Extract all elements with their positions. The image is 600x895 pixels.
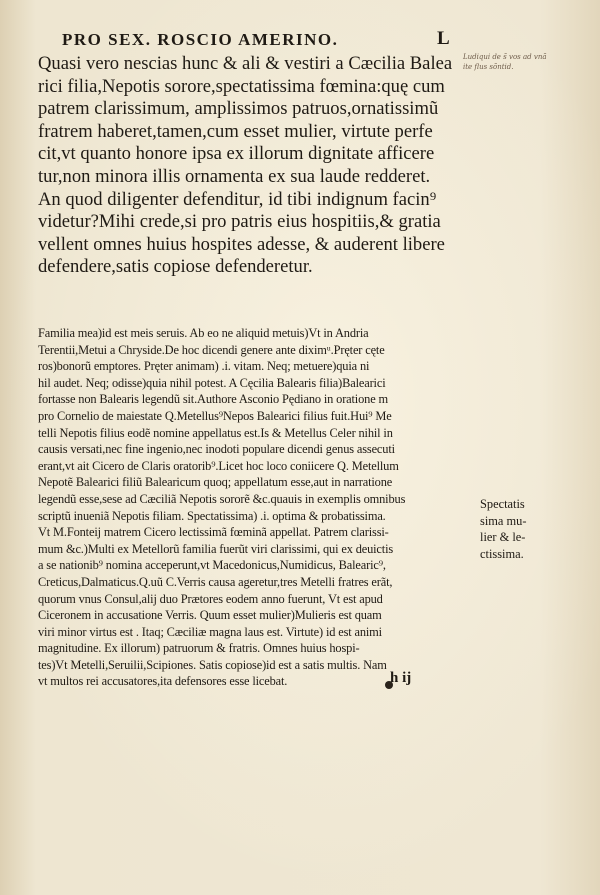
- commentary-line: telli Nepotis filius eodẽ nomine appellatus est.Is & Metellus Celer nihil in: [38, 425, 393, 440]
- main-text-line: videtur?Mihi crede,si pro patris eius hospitiis,& gratia: [38, 211, 441, 233]
- commentary-line: Nepotẽ Balearici filiũ Balearicum quoq; appellatum esse,aut in narratione: [38, 475, 393, 490]
- commentary-line: Creticus,Dalmaticus.Q.uũ C.Verris causa ageretur,tres Metelli fratres erãt,: [38, 574, 393, 589]
- commentary-line: tes)Vt Metelli,Seruilii,Scipiones. Satis copiose)id est a satis multis. Nam: [38, 657, 387, 672]
- commentary-line: Ciceronem in accusatione Verris. Quum esset mulier)Mulieris est quam: [38, 608, 382, 623]
- margin-note-line: lier & le-: [480, 530, 526, 545]
- commentary-line: hil audet. Neq; odisse)quia nihil potest. A Cęcilia Balearis filia)Balearici: [38, 375, 386, 390]
- main-text-line: rici filia,Nepotis sorore,spectatissima fœmina:quę cum: [38, 75, 445, 97]
- main-text-line: tur,non minora illis ornamenta ex sua laude redderet.: [38, 165, 431, 187]
- commentary-line: mum &c.)Multi ex Metellorũ familia fuerũt viri clarissimi, qui ex deuictis: [38, 541, 394, 556]
- main-text-line: vellent omnes huius hospites adesse, & auderent libere: [38, 233, 445, 255]
- commentary-line: Terentii,Metui a Chryside.De hoc dicendi genere ante diximᵘ.Pręter cęte: [38, 342, 385, 357]
- running-head: PRO SEX. ROSCIO AMERINO.: [62, 30, 339, 49]
- main-text-line: cit,vt quanto honore ipsa ex illorum dignitate afficere: [38, 143, 435, 165]
- handwritten-marginal-note: [463, 52, 595, 72]
- commentary-line: pro Cornelio de maiestate Q.Metellus⁹Nepos Balearici filius fuit.Hui⁹ Me: [38, 408, 392, 423]
- commentary-line: Vt M.Fonteij matrem Cicero lectissimã fœminã appellat. Patrem clarissi-: [38, 525, 389, 540]
- main-text-line: An quod diligenter defenditur, id tibi indignum facin⁹: [38, 188, 437, 210]
- main-text-line: fratrem haberet,tamen,cum esset mulier, virtute perfe: [38, 120, 433, 142]
- commentary-line: legendũ esse,sese ad Cæciliã Nepotis sororẽ &c.quauis in exemplis omnibus: [38, 491, 406, 506]
- signature-mark: h ij: [390, 670, 412, 686]
- main-text-line: patrem clarissimum, amplissimos patruos,ornatissimũ: [38, 98, 439, 120]
- handwritten-note-line: Ludiqui de s̃ vos ad vnã: [463, 53, 547, 61]
- commentary-line: quorum vnus Consul,alij duo Prætores eodem anno fuerunt, Vt est apud: [38, 591, 383, 606]
- commentary-line: erant,vt ait Cicero de Claris oratorib⁹.Licet hoc loco coniicere Q. Metellum: [38, 458, 399, 473]
- commentary-block: [38, 325, 473, 690]
- commentary-line: magnitudine. Ex illorum) patruorum & fratris. Omnes huius hospi-: [38, 641, 360, 656]
- commentary-line: Familia mea)id est meis seruis. Ab eo ne aliquid metuis)Vt in Andria: [38, 326, 369, 340]
- commentary-line: viri minor virtus est . Itaq; Cæciliæ magna laus est. Virtute) id est animi: [38, 624, 382, 639]
- main-text-block: [38, 53, 458, 279]
- margin-note-line: Spectatis: [480, 497, 525, 511]
- commentary-line: causis versati,nec fine ingenio,nec inodoti populare dicendi genus assecuti: [38, 442, 395, 457]
- commentary-line: fortasse non Balearis legendũ sit.Authore Asconio Pędiano in oratione m: [38, 392, 388, 407]
- commentary-line: scriptũ inueniã Nepotis filiam. Spectatissima) .i. optima & probatissima.: [38, 508, 386, 523]
- margin-note-line: ctissima.: [480, 546, 524, 561]
- margin-note-line: sima mu-: [480, 513, 527, 528]
- main-text-line: Quasi vero nescias hunc & ali & vestiri a Cæcilia Balea: [38, 53, 453, 74]
- folio-number: L: [437, 28, 450, 49]
- handwritten-note-line: ite flus sõntid.: [463, 63, 514, 71]
- commentary-line: vt multos rei accusatores,ita defensores esse licebat.: [38, 674, 288, 689]
- main-text-line: defendere,satis copiose defenderetur.: [38, 256, 313, 278]
- commentary-line: ros)bonorũ emptores. Pręter animam) .i. vitam. Neq; metuere)quia ni: [38, 359, 370, 374]
- printed-margin-note: [480, 496, 590, 562]
- commentary-line: a se nationib⁹ nomina acceperunt,vt Macedonicus,Numidicus, Balearic⁹,: [38, 558, 386, 573]
